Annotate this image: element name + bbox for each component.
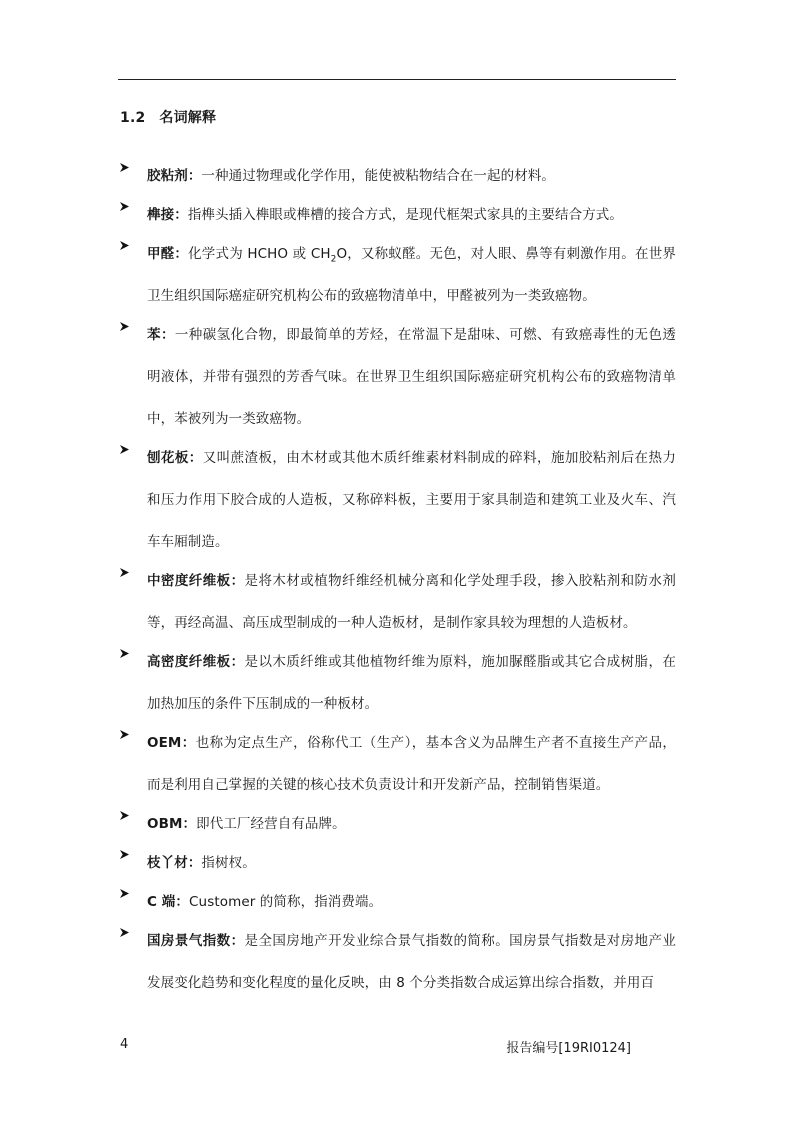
- glossary-item: [120, 803, 676, 845]
- glossary-item: [120, 437, 676, 563]
- glossary-term: 高密度纤维板: [147, 654, 231, 670]
- glossary-item: [120, 920, 676, 1004]
- section-number: 1.2: [120, 110, 146, 126]
- section-title: 名词解释: [159, 110, 217, 126]
- glossary-definition: 是以木质纤维或其他植物纤维为原料，施加脲醛脂或其它合成树脂，在加热加压的条件下压制成的一种板材。: [147, 654, 676, 712]
- glossary-item: [120, 560, 676, 644]
- header-rule: [118, 79, 676, 80]
- term-separator: ：: [175, 894, 190, 910]
- arrowhead-bullet-icon: [120, 155, 129, 179]
- arrowhead-bullet-icon: [120, 233, 129, 257]
- term-separator: ：: [187, 855, 202, 871]
- glossary-definition: 即代工厂经营自有品牌。: [196, 816, 346, 832]
- glossary-definition: 一种通过物理或化学作用，能使被粘物结合在一起的材料。: [201, 168, 556, 184]
- term-separator: ：: [174, 246, 189, 262]
- arrowhead-bullet-icon: [120, 641, 129, 665]
- glossary-definition: 一种碳氢化合物，即最简单的芳烃，在常温下是甜味、可燃、有致癌毒性的无色透明液体，并带有强烈的芳香气味。在世界卫生组织国际癌症研究机构公布的致癌物清单中，苯被列为一类致癌物。: [147, 327, 676, 427]
- glossary-item: [120, 233, 676, 317]
- term-separator: ：: [187, 168, 202, 184]
- term-separator: ：: [188, 450, 203, 466]
- glossary-definition: 又叫蔗渣板，由木材或其他木质纤维素材料制成的碎料，施加胶粘剂后在热力和压力作用下胶合成的人造板，又称碎料板，主要用于家具制造和建筑工业及火车、汽车车厢制造。: [147, 450, 676, 550]
- arrowhead-bullet-icon: [120, 314, 129, 338]
- glossary-definition-part: 化学式为 HCHO 或 CH: [188, 246, 331, 262]
- glossary-term: OBM: [147, 816, 183, 832]
- arrowhead-bullet-icon: [120, 722, 129, 746]
- term-separator: ：: [230, 933, 245, 949]
- glossary-term: 国房景气指数: [147, 933, 231, 949]
- glossary-term: 甲醛: [147, 246, 175, 262]
- arrowhead-bullet-icon: [120, 920, 129, 944]
- term-separator: ：: [182, 816, 197, 832]
- glossary-term: 榫接: [147, 207, 175, 223]
- term-separator: ：: [181, 735, 196, 751]
- glossary-term: 刨花板: [147, 450, 189, 466]
- glossary-list: [120, 164, 676, 1010]
- glossary-item: [120, 881, 676, 923]
- glossary-item: [120, 842, 676, 884]
- glossary-term: 中密度纤维板: [147, 573, 231, 589]
- term-separator: ：: [230, 654, 245, 670]
- arrowhead-bullet-icon: [120, 560, 129, 584]
- glossary-definition: 是全国房地产开发业综合景气指数的简称。国房景气指数是对房地产业发展变化趋势和变化程度的量化反映，由 8 个分类指数合成运算出综合指数，并用百: [147, 933, 676, 991]
- glossary-term: 胶粘剂: [147, 168, 188, 184]
- glossary-term: 苯: [147, 327, 161, 343]
- term-separator: ：: [160, 327, 175, 343]
- glossary-term: 枝丫材: [147, 855, 188, 871]
- report-id: 报告编号[19RI0124]: [506, 1041, 631, 1056]
- glossary-definition: 指树杈。: [201, 855, 256, 871]
- glossary-definition: 也称为定点生产，俗称代工（生产），基本含义为品牌生产者不直接生产产品，而是利用自己掌握的关键的核心技术负责设计和开发新产品，控制销售渠道。: [147, 735, 677, 793]
- subscript: 2: [330, 254, 337, 265]
- glossary-definition: 指榫头插入榫眼或榫槽的接合方式，是现代框架式家具的主要结合方式。: [187, 207, 624, 223]
- glossary-item: [120, 722, 676, 806]
- glossary-definition: 是将木材或植物纤维经机械分离和化学处理手段，掺入胶粘剂和防水剂等，再经高温、高压成型制成的一种人造板材，是制作家具较为理想的人造板材。: [147, 573, 676, 631]
- glossary-definition-part: O，又称蚁醛。无色，对人眼、鼻等有刺激作用。在世界卫生组织国际癌症研究机构公布的致癌物清单中，甲醛被列为一类致癌物。: [147, 246, 676, 304]
- term-separator: ：: [230, 573, 245, 589]
- arrowhead-bullet-icon: [120, 842, 129, 866]
- glossary-term: OEM: [147, 735, 182, 751]
- arrowhead-bullet-icon: [120, 803, 129, 827]
- arrowhead-bullet-icon: [120, 194, 129, 218]
- page-number: 4: [120, 1037, 129, 1052]
- glossary-item: [120, 194, 676, 236]
- arrowhead-bullet-icon: [120, 437, 129, 461]
- glossary-term: C 端: [147, 894, 176, 910]
- term-separator: ：: [174, 207, 188, 223]
- glossary-item: [120, 641, 676, 725]
- arrowhead-bullet-icon: [120, 881, 129, 905]
- glossary-item: [120, 155, 676, 197]
- section-heading: [120, 107, 216, 127]
- glossary-item: [120, 314, 676, 440]
- glossary-definition: Customer 的简称，指消费端。: [189, 894, 383, 910]
